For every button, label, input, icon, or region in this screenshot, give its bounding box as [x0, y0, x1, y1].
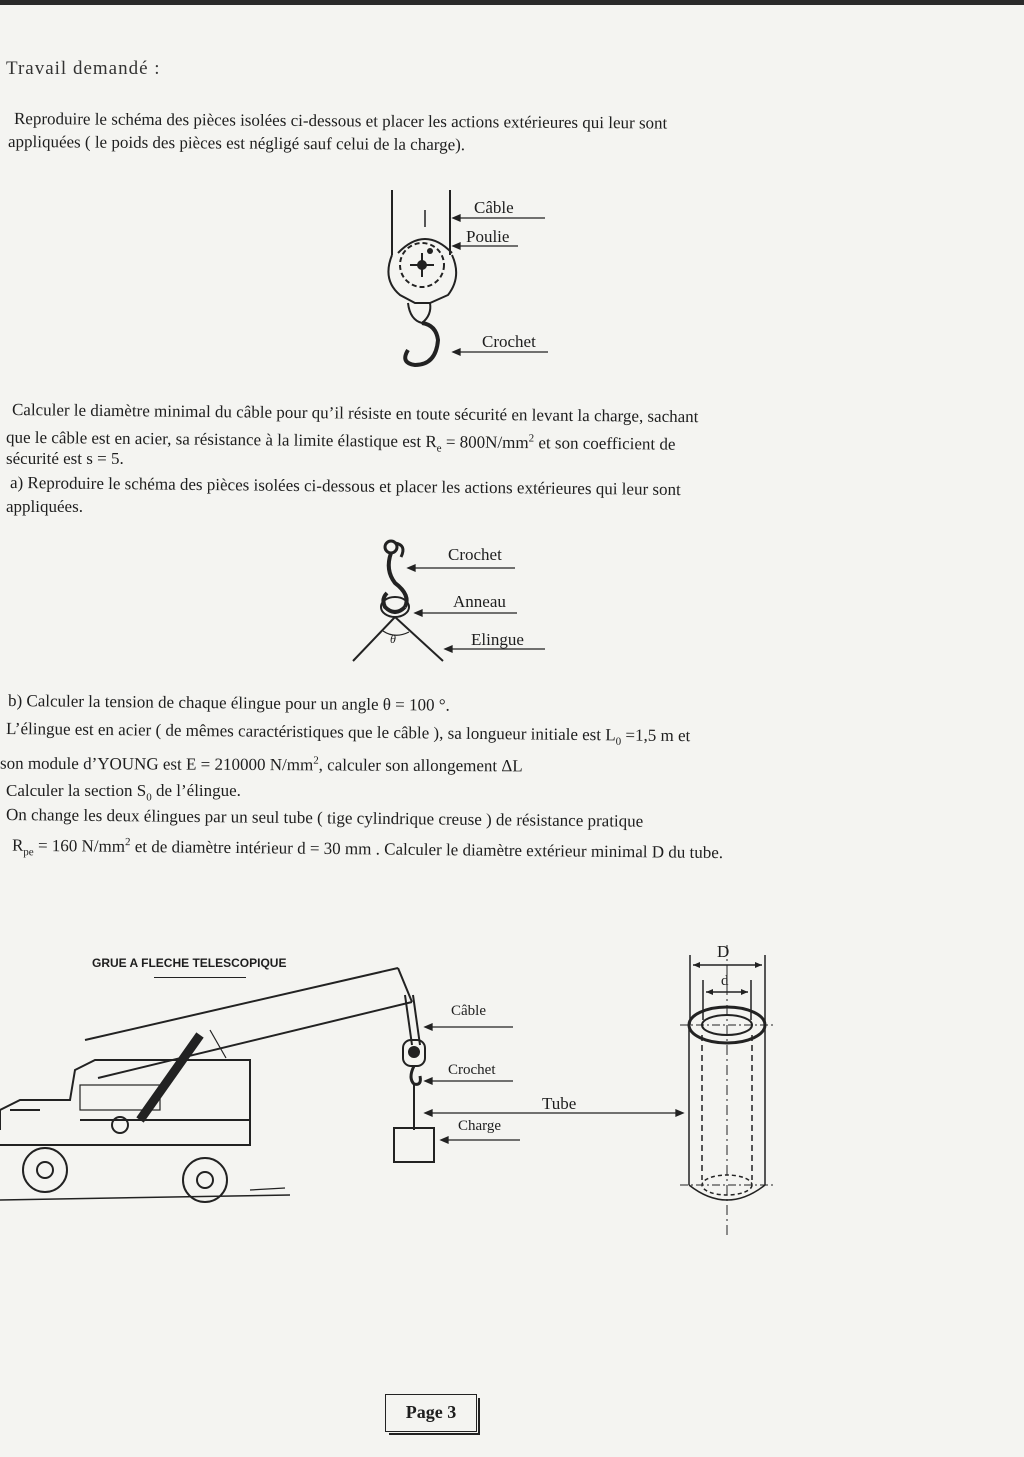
label-anneau: Anneau: [453, 592, 506, 611]
q2-line1: Calculer le diamètre minimal du câble pour qu’il résiste en toute sécurité en levant la charge, sachant: [11, 400, 699, 427]
q2-line2: que le câble est en acier, sa résistance à la limite élastique est $R_e = 800N/mm^2$ et son coefficient de: [5, 427, 676, 455]
crane-figure: [0, 960, 450, 1210]
label-elingue: Elingue: [471, 630, 524, 649]
scan-top-edge: [0, 0, 1024, 5]
q4-line2: On change les deux élingues par un seul tube ( tige cylindrique creuse ) de résistance pratique: [5, 805, 644, 831]
label-D: D: [717, 942, 730, 961]
q3b-line3: son module d’YOUNG est E = 210000 $N/mm^2$, calculer son allongement ΔL: [0, 753, 523, 776]
label-crochet: Crochet: [482, 332, 536, 351]
q1-line2: appliquées ( le poids des pièces est négligé sauf celui de la charge).: [7, 132, 466, 155]
label-cable: Câble: [474, 198, 514, 217]
q1-line1: Reproduire le schéma des pièces isolées ci-dessous et placer les actions extérieures qui leur sont: [13, 109, 668, 133]
label-crane-cable: Câble: [451, 1003, 486, 1019]
label-theta: θ: [390, 632, 396, 646]
fig3-arrows: [415, 1015, 690, 1145]
crane-title: GRUE A FLECHE TELESCOPIQUE: [92, 956, 287, 970]
page-number: Page 3: [385, 1394, 477, 1432]
label-crane-crochet: Crochet: [448, 1062, 496, 1078]
q4-line3: $R_{pe} = 160$ $N/mm^2$ et de diamètre intérieur d = 30 mm . Calculer le diamètre extérieur minimal D du tube.: [11, 835, 724, 863]
label-crochet-2: Crochet: [448, 545, 502, 564]
q3a-line2: appliquées.: [6, 497, 83, 516]
label-poulie: Poulie: [466, 227, 510, 246]
section-heading: Travail demandé :: [6, 58, 161, 79]
q3a-line1: a) Reproduire le schéma des pièces isolées ci-dessous et placer les actions extérieures qui leur sont: [9, 473, 681, 500]
label-tube: Tube: [542, 1094, 577, 1113]
label-d: d: [721, 973, 729, 989]
q4-line1: Calculer la section $S_0$ de l’élingue.: [6, 781, 241, 804]
label-charge: Charge: [458, 1118, 502, 1134]
q3b-line2: L’élingue est en acier ( de mêmes caractéristiques que le câble ), sa longueur initiale est $L_0 =1,5$ m et: [5, 719, 691, 748]
q3b-line1: b) Calculer la tension de chaque élingue pour un angle θ = 100 °.: [7, 691, 450, 715]
q2-line3: sécurité est s = 5.: [6, 449, 124, 468]
